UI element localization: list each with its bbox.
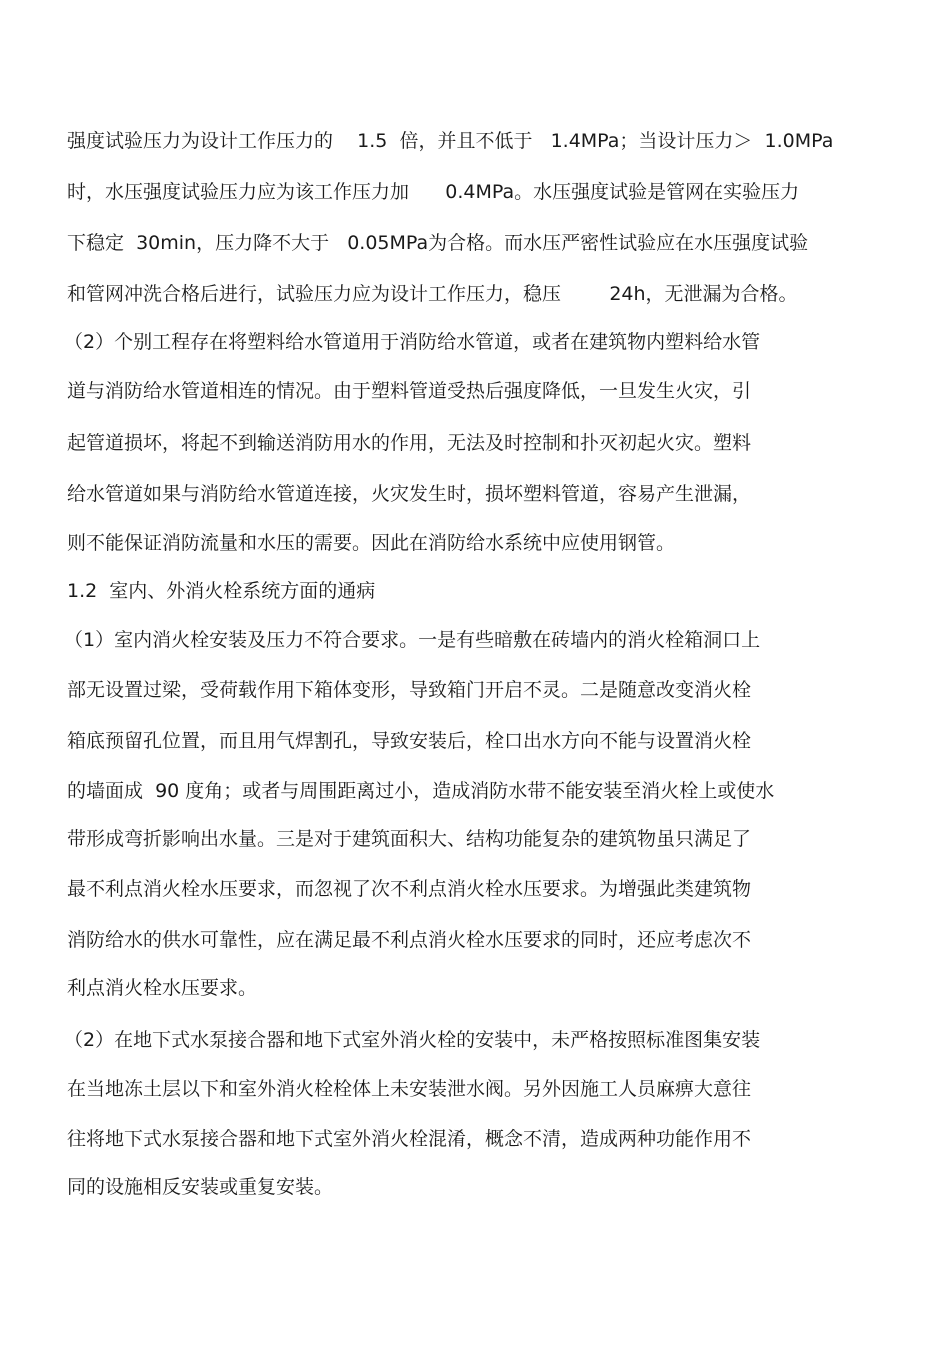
text-line: 则不能保证消防流量和水压的需要。因此在消防给水系统中应使用钢管。 xyxy=(67,532,676,554)
text-line: 给水管道如果与消防给水管道连接，火灾发生时，损坏塑料管道，容易产生泄漏， xyxy=(67,483,752,505)
text-line: （1）室内消火栓安装及压力不符合要求。一是有些暗敷在砖墙内的消火栓箱洞口上 xyxy=(64,629,761,651)
text-line: 道与消防给水管道相连的情况。由于塑料管道受热后强度降低，一旦发生火灾，引 xyxy=(67,380,752,402)
text-line: 在当地冻土层以下和室外消火栓栓体上未安装泄水阀。另外因施工人员麻痹大意往 xyxy=(67,1078,752,1100)
text-line: 利点消火栓水压要求。 xyxy=(67,977,258,999)
text-line: 下稳定 30min，压力降不大于 0.05MPa为合格。而水压严密性试验应在水压强度试验 xyxy=(67,232,809,254)
text-line: 最不利点消火栓水压要求，而忽视了次不利点消火栓水压要求。为增强此类建筑物 xyxy=(67,878,752,900)
text-line: 的墙面成 90 度角；或者与周围距离过小，造成消防水带不能安装至消火栓上或使水 xyxy=(67,780,775,802)
section-heading: 1.2 室内、外消火栓系统方面的通病 xyxy=(67,580,376,602)
text-line: 强度试验压力为设计工作压力的 1.5 倍，并且不低于 1.4MPa；当设计压力＞ 1.0MPa xyxy=(67,130,834,152)
text-line: 同的设施相反安装或重复安装。 xyxy=(67,1176,334,1198)
text-line: 消防给水的供水可靠性，应在满足最不利点消火栓水压要求的同时，还应考虑次不 xyxy=(67,929,752,951)
text-line: 带形成弯折影响出水量。三是对于建筑面积大、结构功能复杂的建筑物虽只满足了 xyxy=(67,828,752,850)
text-line: 箱底预留孔位置，而且用气焊割孔，导致安装后，栓口出水方向不能与设置消火栓 xyxy=(67,730,752,752)
text-line: （2）在地下式水泵接合器和地下式室外消火栓的安装中，未严格按照标准图集安装 xyxy=(64,1029,761,1051)
text-line: 和管网冲洗合格后进行，试验压力应为设计工作压力，稳压 24h，无泄漏为合格。 xyxy=(67,283,798,305)
text-line: 部无设置过梁，受荷载作用下箱体变形，导致箱门开启不灵。二是随意改变消火栓 xyxy=(67,679,752,701)
text-line: （2）个别工程存在将塑料给水管道用于消防给水管道，或者在建筑物内塑料给水管 xyxy=(64,331,761,353)
text-line: 起管道损坏，将起不到输送消防用水的作用，无法及时控制和扑灭初起火灾。塑料 xyxy=(67,432,752,454)
text-line: 时，水压强度试验压力应为该工作压力加 0.4MPa。水压强度试验是管网在实验压力 xyxy=(67,181,800,203)
text-line: 往将地下式水泵接合器和地下式室外消火栓混淆，概念不清，造成两种功能作用不 xyxy=(67,1128,752,1150)
